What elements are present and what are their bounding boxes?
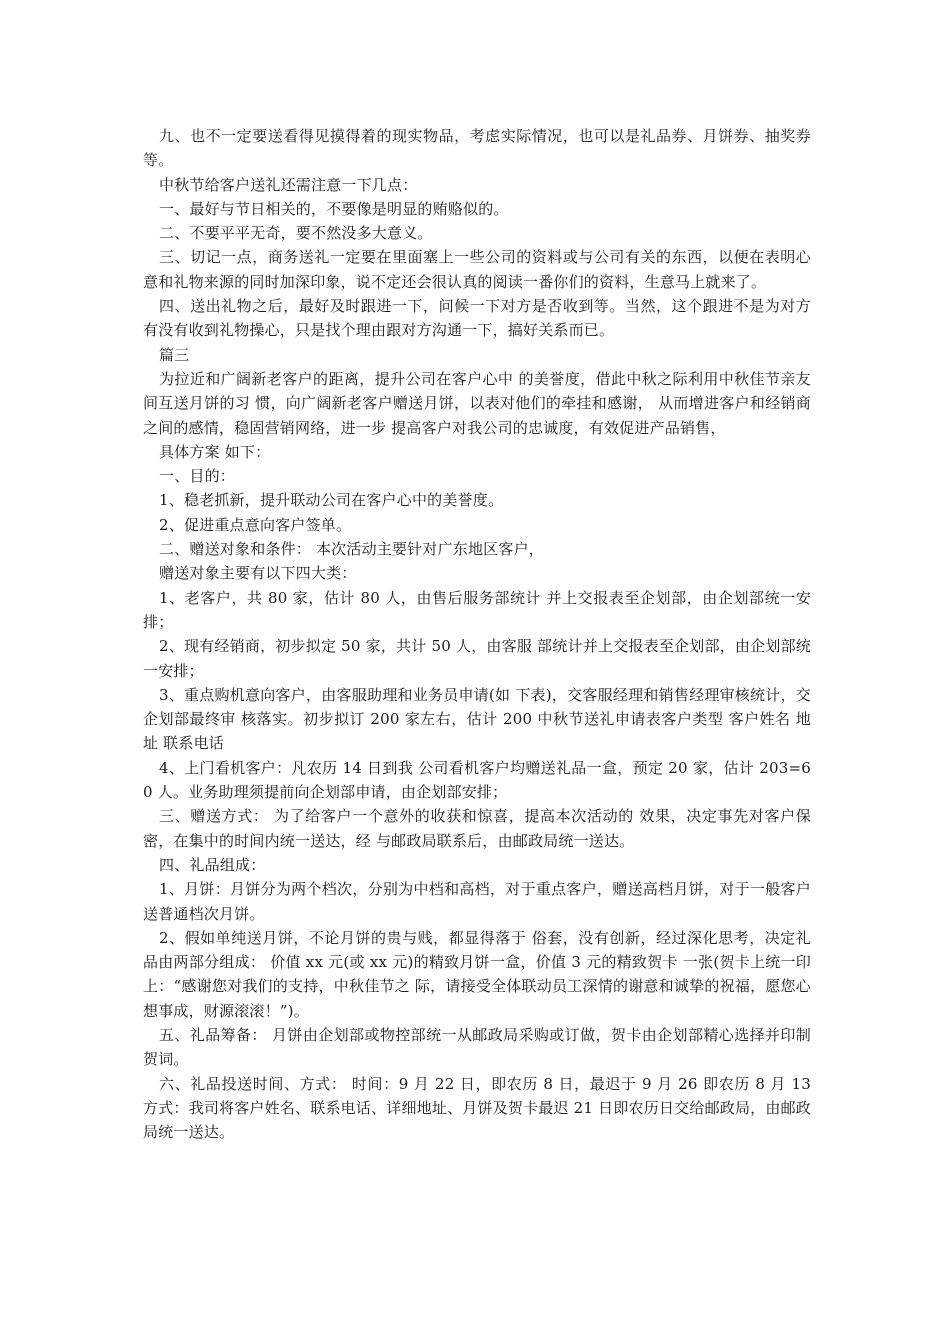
recipient-item-2: 2、现有经销商，初步拟定 50 家，共计 50 人，由客服 部统计并上交报表至企划部，由企划部统一安排； xyxy=(143,637,811,680)
recipient-item-1: 1、老客户，共 80 家，估计 80 人，由售后服务部统计 并上交报表至企划部，由企划部统一安排； xyxy=(143,588,811,631)
paragraph-plan-header: 具体方案 如下： xyxy=(159,442,271,461)
heading-gift-composition: 四、礼品组成： xyxy=(159,855,266,874)
recipient-item-4: 4、上门看机客户：凡农历 14 日到我 公司看机客户均赠送礼品一盒，预定 20 家，估计 203=60 人。业务助理须提前向企划部申请，由企划部安排； xyxy=(143,758,811,802)
heading-delivery-method: 三、赠送方式： 为了给客户一个意外的收获和惊喜，提高本次活动的 效果，决定事先对客户保密，在集中的时间内统一送达，经 与邮政局联系后，由邮政局统一送达。 xyxy=(143,807,811,850)
paragraph-intro: 为拉近和广阔新老客户的距离，提升公司在客户心中 的美誉度，借此中秋之际利用中秋佳节亲友间互送月饼的习 惯，向广阔新老客户赠送月饼，以表对他们的牵挂和感谢， 从而增进客户和经销商之间的感情，稳固营销网络，进一步 提高客户对我公司的忠诚度，有效促进产品销售， xyxy=(143,369,811,437)
document-body xyxy=(143,124,811,1144)
heading-gift-preparation: 五、礼品筹备： 月饼由企划部或物控部统一从邮政局采购或订做，贺卡由企划部精心选择并印制贺词。 xyxy=(143,1025,811,1069)
recipients-intro: 赠送对象主要有以下四大类： xyxy=(159,564,357,583)
paragraph-note-two: 二、不要平平无奇，要不然没多大意义。 xyxy=(159,224,433,243)
section-heading-part-three: 篇三 xyxy=(159,345,190,364)
purpose-item-1: 1、稳老抓新，提升联动公司在客户心中的美誉度。 xyxy=(159,491,504,510)
paragraph-note-three: 三、切记一点，商务送礼一定要在里面塞上一些公司的资料或与公司有关的东西，以便在表明心意和礼物来源的同时加深印象，说不定还会很认真的阅读一番你们的资料，生意马上就来了。 xyxy=(143,248,811,291)
recipient-item-3: 3、重点购机意向客户，由客服助理和业务员申请(如 下表)，交客服经理和销售经理审核统计，交企划部最终审 核落实。初步拟订 200 家左右，估计 200 中秋节送礼申请表客户类型 客户姓名 地址 联系电话 xyxy=(143,685,811,753)
paragraph-item-nine: 九、也不一定要送看得见摸得着的现实物品，考虑实际情况，也可以是礼品券、月饼券、抽奖券等。 xyxy=(143,127,811,170)
heading-delivery-time: 六、礼品投送时间、方式： 时间：9 月 22 日，即农历 8 日，最迟于 9 月 26 即农历 8 月 13 方式：我司将客户姓名、联系电话、详细地址、月饼及贺卡最迟 21 日即农历日交给邮政局，由邮政局统一送达。 xyxy=(143,1074,811,1142)
paragraph-note-one: 一、最好与节日相关的，不要像是明显的贿赂似的。 xyxy=(159,199,509,218)
heading-recipients: 二、赠送对象和条件： 本次活动主要针对广东地区客户， xyxy=(159,540,544,559)
heading-purpose: 一、目的： xyxy=(159,467,236,486)
purpose-item-2: 2、促进重点意向客户签单。 xyxy=(159,515,352,534)
paragraph-notes-intro: 中秋节给客户送礼还需注意一下几点： xyxy=(159,175,418,194)
gift-item-2: 2、假如单纯送月饼，不论月饼的贵与贱，都显得落于 俗套，没有创新，经过深化思考，决定礼品由两部分组成： 价值 xx 元(或 xx 元)的精致月饼一盒，价值 3 元的精致贺卡 一张(贺卡上统一印上：“感谢您对我们的支持，中秋佳节之 际，请接受全体联动员工深情的谢意和诚挚的祝福，愿您心 想事成，财源滚滚！”)。 xyxy=(143,928,811,1020)
paragraph-note-four: 四、送出礼物之后，最好及时跟进一下，问候一下对方是否收到等。当然，这个跟进不是为对方有没有收到礼物操心，只是找个理由跟对方沟通一下，搞好关系而已。 xyxy=(143,297,811,340)
gift-item-1: 1、月饼：月饼分为两个档次，分别为中档和高档，对于重点客户，赠送高档月饼，对于一般客户送普通档次月饼。 xyxy=(143,880,811,923)
